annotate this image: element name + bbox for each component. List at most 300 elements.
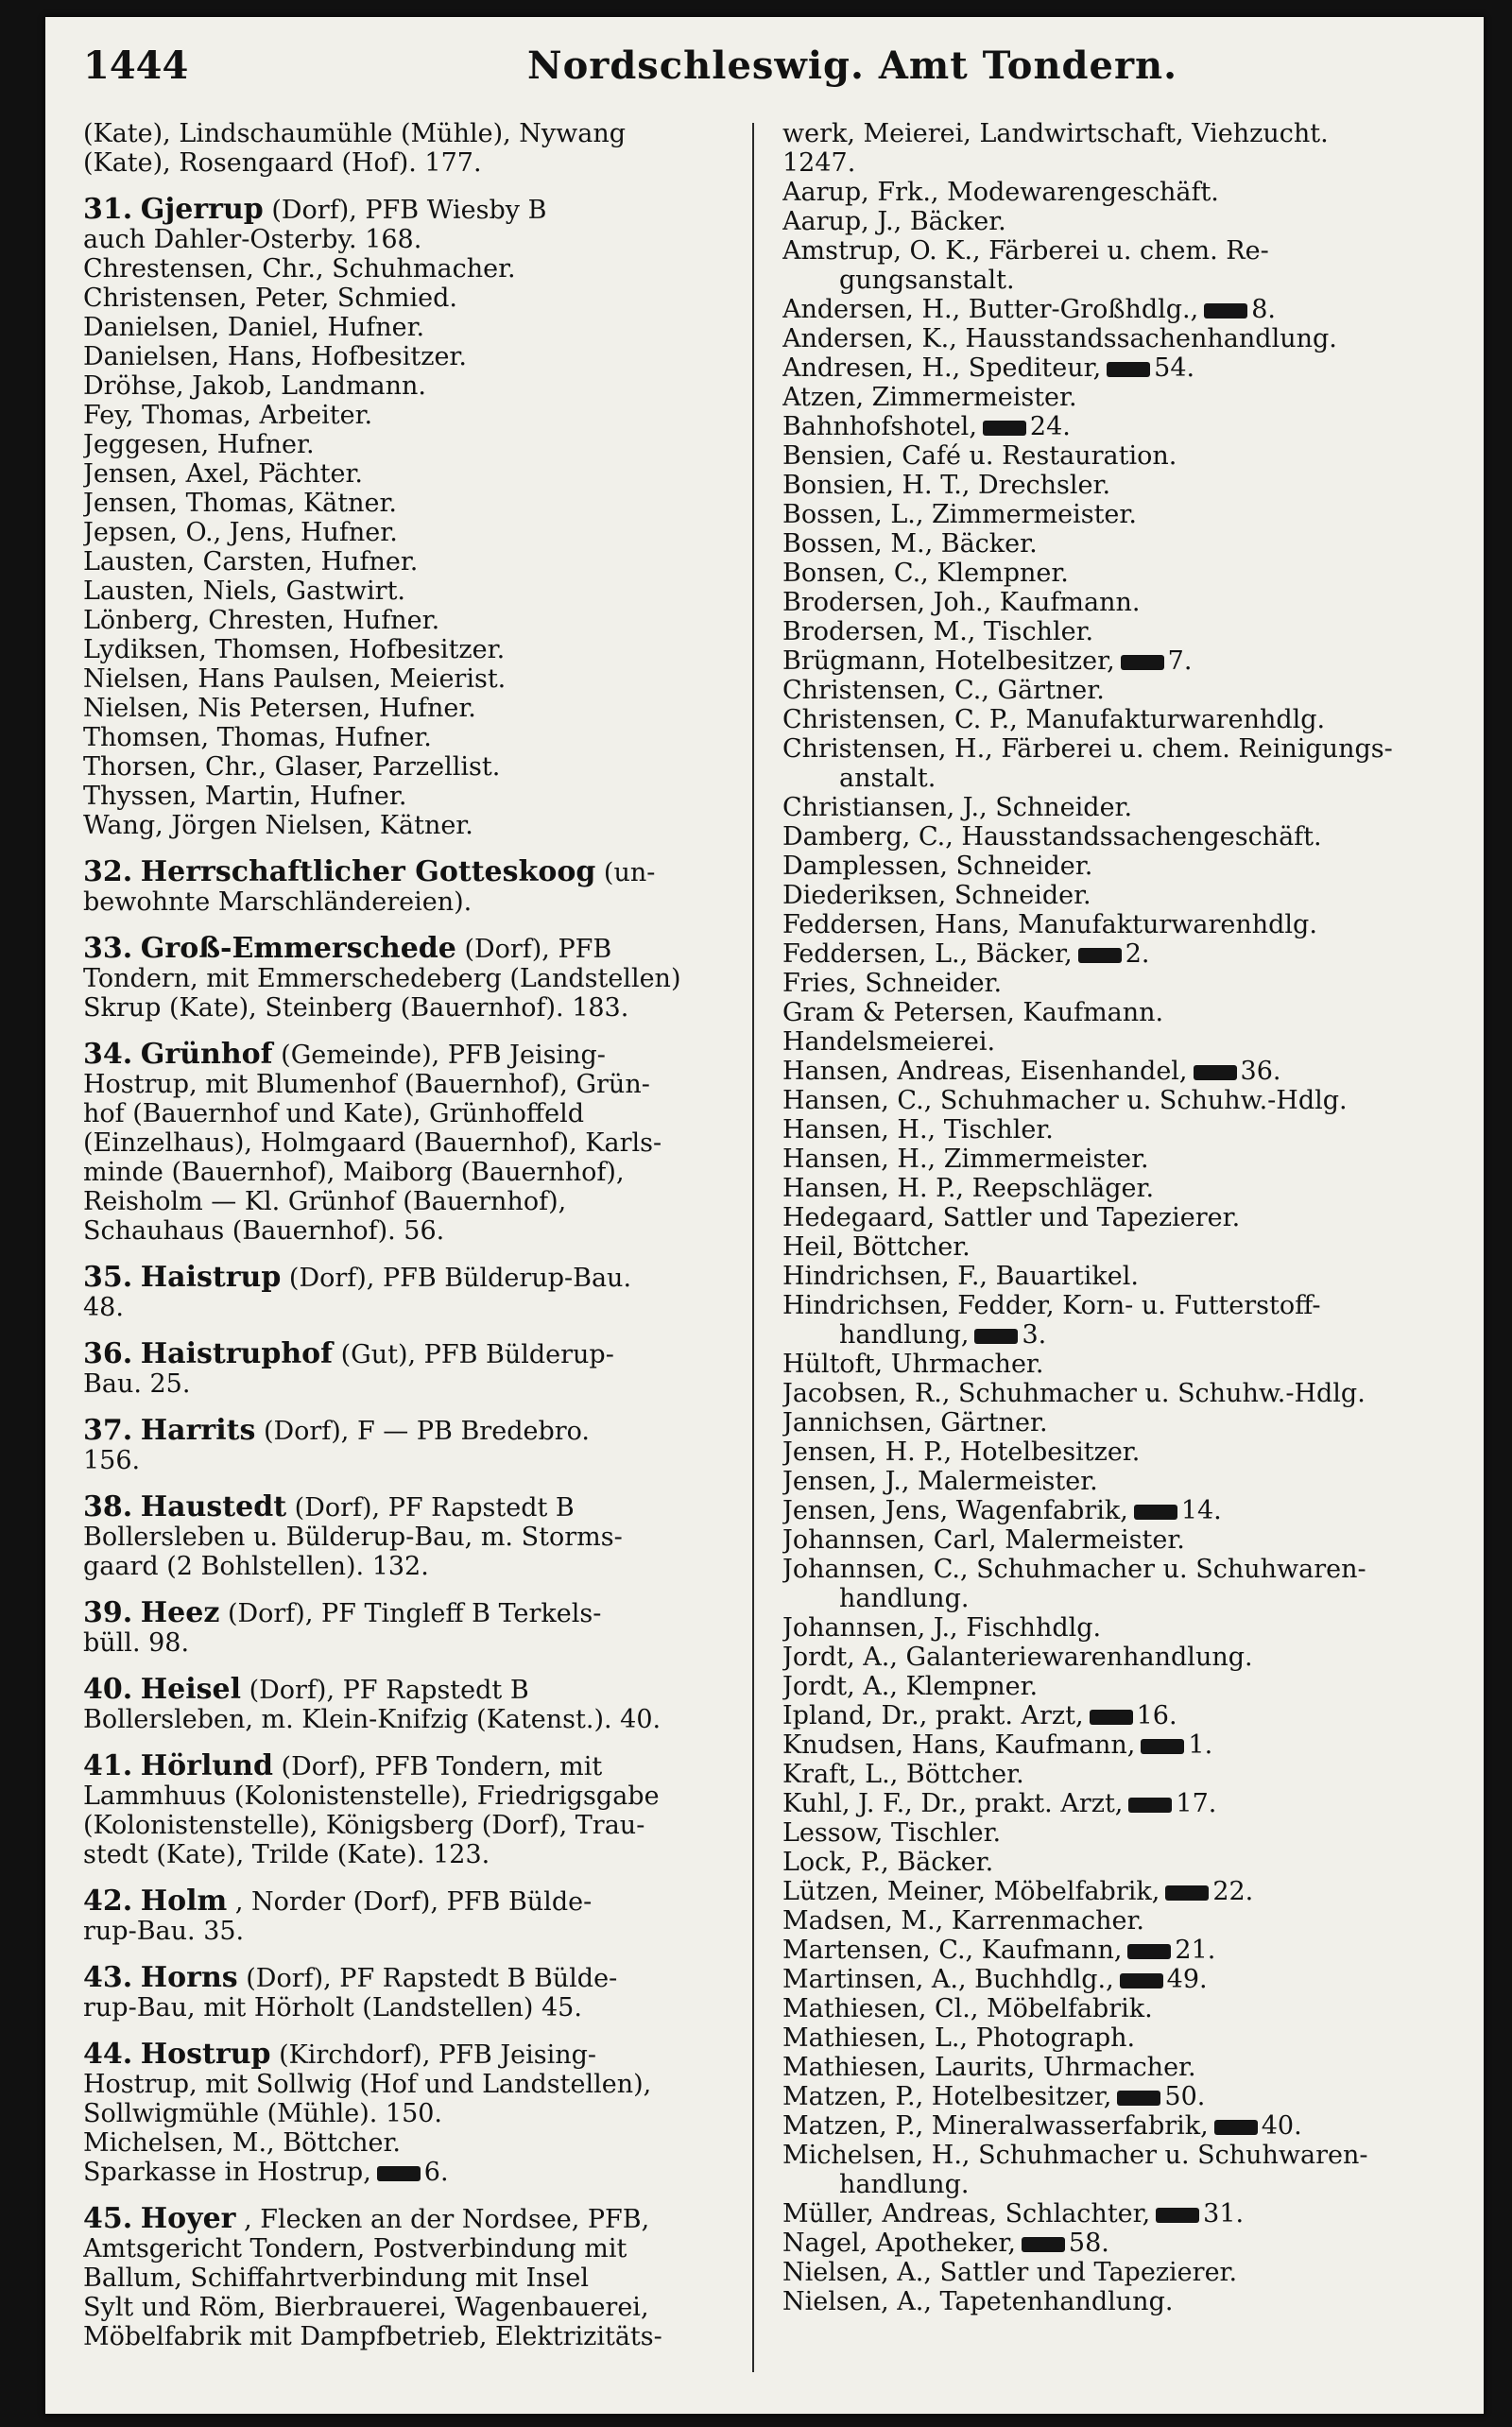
- telephone-number: 16.: [1136, 1701, 1177, 1730]
- entry-text: Skrup (Kate), Steinberg (Bauernhof). 183.: [83, 993, 629, 1023]
- entry-text: Matzen, P., Mineralwasserfabrik,: [782, 2111, 1209, 2141]
- entry-text: Gram & Petersen, Kaufmann.: [782, 998, 1164, 1027]
- left-column: [83, 119, 745, 2387]
- directory-line: [83, 2040, 745, 2070]
- entry-text: Fey, Thomas, Arbeiter.: [83, 401, 373, 430]
- entry-text: anstalt.: [839, 764, 936, 793]
- directory-line: [782, 881, 1444, 910]
- entry-text: Aarup, Frk., Modewarengeschäft.: [782, 178, 1219, 207]
- entry-number: 32.: [83, 857, 133, 887]
- directory-line: [83, 371, 745, 401]
- directory-line: [782, 793, 1444, 822]
- entry-text: Sparkasse in Hostrup,: [83, 2158, 371, 2187]
- entry-text: (Dorf), PFB Wiesby B: [271, 196, 547, 225]
- entry-text: Johannsen, J., Fischhdlg.: [782, 1613, 1102, 1643]
- entry-text: (Dorf), PFB Tondern, mit: [281, 1752, 603, 1782]
- directory-line: [782, 1730, 1444, 1760]
- directory-line: [83, 1446, 745, 1475]
- directory-line: [782, 939, 1444, 969]
- entry-text: Danielsen, Daniel, Hufner.: [83, 313, 425, 342]
- directory-line: [782, 1291, 1444, 1320]
- directory-line: [83, 1523, 745, 1552]
- entry-text: Bensien, Café u. Restauration.: [782, 441, 1177, 471]
- directory-line: [782, 236, 1444, 266]
- entry-text: Andresen, H., Spediteur,: [782, 353, 1102, 383]
- directory-line: [782, 2199, 1444, 2229]
- directory-line: [83, 284, 745, 313]
- directory-line: [83, 1369, 745, 1399]
- directory-line: [83, 2234, 745, 2263]
- directory-line: [83, 1811, 745, 1840]
- directory-line: [782, 1965, 1444, 1994]
- directory-line: [83, 1705, 745, 1734]
- entry-text: rup-Bau. 35.: [83, 1917, 245, 1946]
- directory-line: [83, 694, 745, 723]
- entry-text: 48.: [83, 1293, 124, 1322]
- directory-line: [782, 1848, 1444, 1877]
- telephone-icon: [1214, 2120, 1258, 2135]
- directory-line: [782, 1057, 1444, 1086]
- directory-line: [83, 887, 745, 917]
- directory-line: [782, 441, 1444, 471]
- telephone-icon: [1128, 1798, 1172, 1813]
- directory-line: [83, 1128, 745, 1158]
- entry-text: Lausten, Niels, Gastwirt.: [83, 577, 406, 606]
- directory-line: [782, 178, 1444, 207]
- directory-line: [83, 2070, 745, 2099]
- directory-line: [782, 1936, 1444, 1965]
- directory-line: [782, 1496, 1444, 1525]
- directory-line: [782, 910, 1444, 939]
- entry-text: Hansen, H. P., Reepschläger.: [782, 1174, 1155, 1203]
- directory-line: [83, 964, 745, 993]
- directory-line: [83, 1840, 745, 1869]
- directory-line: [83, 1099, 745, 1128]
- telephone-icon: [1090, 1710, 1133, 1725]
- directory-line: [782, 207, 1444, 236]
- entry-text: bewohnte Marschländereien).: [83, 887, 472, 917]
- entry-text: Jacobsen, R., Schuhmacher u. Schuhw.-Hdlg.: [782, 1379, 1366, 1408]
- directory-line: [83, 459, 745, 489]
- entry-text: gaard (2 Bohlstellen). 132.: [83, 1552, 429, 1581]
- directory-line: [83, 723, 745, 752]
- entry-text: Sollwigmühle (Mühle). 150.: [83, 2099, 443, 2128]
- directory-line: [83, 635, 745, 664]
- directory-line: [782, 2053, 1444, 2082]
- entry-text: (Kirchdorf), PFB Jeising-: [279, 2040, 597, 2070]
- entry-text: Jepsen, O., Jens, Hufner.: [83, 518, 398, 547]
- entry-text: Brodersen, Joh., Kaufmann.: [782, 588, 1141, 617]
- entry-text: Lydiksen, Thomsen, Hofbesitzer.: [83, 635, 506, 664]
- telephone-number: 7.: [1167, 646, 1193, 676]
- entry-number: 45.: [83, 2204, 133, 2234]
- place-name: Grünhof: [140, 1040, 273, 1070]
- directory-line: [782, 969, 1444, 998]
- entry-text: (Gemeinde), PFB Jeising-: [281, 1041, 606, 1070]
- telephone-number: 54.: [1154, 353, 1195, 383]
- directory-line: [782, 500, 1444, 529]
- entry-text: hof (Bauernhof und Kate), Grünhoffeld: [83, 1099, 584, 1128]
- entry-text: (Dorf), PF Rapstedt B Bülde-: [246, 1964, 618, 1993]
- entry-text: Jannichsen, Gärtner.: [782, 1408, 1048, 1437]
- directory-line: [83, 2204, 745, 2234]
- entry-text: Sylt und Röm, Bierbrauerei, Wagenbauerei,: [83, 2293, 649, 2322]
- entry-text: (Gut), PFB Bülderup-: [340, 1340, 614, 1369]
- entry-text: Bau. 25.: [83, 1369, 191, 1399]
- directory-line: [782, 1906, 1444, 1936]
- entry-text: Heil, Böttcher.: [782, 1232, 971, 1262]
- entry-text: Lausten, Carsten, Hufner.: [83, 547, 419, 577]
- entry-text: Brügmann, Hotelbesitzer,: [782, 646, 1115, 676]
- telephone-number: 1.: [1188, 1730, 1213, 1760]
- directory-line: [83, 1552, 745, 1581]
- place-name: Groß-Emmerschede: [140, 934, 456, 964]
- telephone-icon: [1022, 2237, 1065, 2252]
- entry-text: Martinsen, A., Buchhdlg.,: [782, 1965, 1114, 1994]
- directory-line: [782, 1320, 1444, 1350]
- place-name: Haustedt: [140, 1492, 287, 1523]
- telephone-number: 22.: [1212, 1877, 1254, 1906]
- page-number: 1444: [83, 43, 189, 88]
- entry-text: auch Dahler-Osterby. 168.: [83, 225, 422, 254]
- entry-text: Christiansen, J., Schneider.: [782, 793, 1133, 822]
- running-title: Nordschleswig. Amt Tondern.: [527, 43, 1178, 88]
- entry-text: Wang, Jörgen Nielsen, Kätner.: [83, 811, 473, 840]
- telephone-number: 14.: [1180, 1496, 1222, 1525]
- directory-line: [83, 1993, 745, 2022]
- directory-line: [782, 2170, 1444, 2199]
- directory-line: [782, 1232, 1444, 1262]
- telephone-icon: [1204, 303, 1247, 318]
- entry-number: 35.: [83, 1263, 133, 1293]
- place-name: Hostrup: [140, 2040, 271, 2070]
- entry-number: 37.: [83, 1416, 133, 1446]
- directory-line: [782, 764, 1444, 793]
- place-name: Haistruphof: [140, 1339, 334, 1369]
- entry-text: (Kate), Lindschaumühle (Mühle), Nywang: [83, 119, 627, 148]
- directory-line: [782, 1408, 1444, 1437]
- column-rule: [752, 123, 754, 2372]
- directory-line: [83, 577, 745, 606]
- directory-line: [782, 676, 1444, 705]
- directory-line: [782, 1174, 1444, 1203]
- directory-line: [83, 1040, 745, 1070]
- directory-page: [45, 17, 1484, 2414]
- directory-line: [782, 822, 1444, 852]
- entry-text: (Dorf), PFB Bülderup-Bau.: [288, 1264, 632, 1293]
- entry-text: (Dorf), PFB: [464, 935, 612, 964]
- entry-text: Nielsen, A., Sattler und Tapezierer.: [782, 2258, 1238, 2287]
- directory-line: [83, 2293, 745, 2322]
- entry-text: Hansen, H., Zimmermeister.: [782, 1145, 1149, 1174]
- entry-number: 31.: [83, 195, 133, 225]
- entry-text: Lönberg, Chresten, Hufner.: [83, 606, 440, 635]
- directory-line: [83, 993, 745, 1023]
- entry-text: Damberg, C., Hausstandssachengeschäft.: [782, 822, 1322, 852]
- directory-line: [782, 1613, 1444, 1643]
- directory-line: [83, 664, 745, 694]
- telephone-number: 58.: [1068, 2229, 1109, 2258]
- directory-line: [83, 119, 745, 148]
- directory-line: [782, 295, 1444, 324]
- telephone-icon: [1117, 2091, 1160, 2106]
- telephone-icon: [1156, 2208, 1199, 2223]
- directory-line: [83, 1917, 745, 1946]
- entry-text: , Flecken an der Nordsee, PFB,: [244, 2205, 650, 2234]
- entry-text: Michelsen, M., Böttcher.: [83, 2128, 401, 2158]
- directory-line: [782, 1701, 1444, 1730]
- entry-text: Christensen, C., Gärtner.: [782, 676, 1105, 705]
- directory-line: [782, 1643, 1444, 1672]
- telephone-number: 31.: [1203, 2199, 1245, 2229]
- entry-text: Nielsen, Hans Paulsen, Meierist.: [83, 664, 507, 694]
- entry-text: Feddersen, Hans, Manufakturwarenhdlg.: [782, 910, 1317, 939]
- entry-number: 38.: [83, 1492, 133, 1523]
- telephone-icon: [1107, 362, 1150, 377]
- directory-line: [782, 119, 1444, 148]
- directory-line: [782, 529, 1444, 559]
- entry-text: (Dorf), PF Tingleff B Terkels-: [227, 1599, 602, 1628]
- directory-line: [83, 2263, 745, 2293]
- telephone-number: 21.: [1175, 1936, 1216, 1965]
- telephone-number: 3.: [1022, 1320, 1047, 1350]
- entry-text: Fries, Schneider.: [782, 969, 1003, 998]
- directory-line: [83, 1263, 745, 1293]
- directory-line: [782, 852, 1444, 881]
- directory-line: [83, 857, 745, 887]
- running-head: [83, 38, 1463, 95]
- entry-text: Handelsmeierei.: [782, 1027, 996, 1057]
- directory-line: [782, 353, 1444, 383]
- entry-text: Thyssen, Martin, Hufner.: [83, 782, 407, 811]
- directory-line: [782, 1467, 1444, 1496]
- place-name: Heez: [140, 1598, 220, 1628]
- directory-line: [782, 1555, 1444, 1584]
- directory-line: [782, 705, 1444, 734]
- place-name: Hörlund: [140, 1751, 273, 1782]
- directory-line: [83, 1675, 745, 1705]
- telephone-icon: [1141, 1739, 1184, 1754]
- directory-line: [83, 1492, 745, 1523]
- directory-line: [782, 2258, 1444, 2287]
- entry-text: Hedegaard, Sattler und Tapezierer.: [782, 1203, 1241, 1232]
- directory-line: [782, 1789, 1444, 1818]
- entry-text: Möbelfabrik mit Dampfbetrieb, Elektrizitäts-: [83, 2322, 662, 2351]
- directory-line: [83, 1187, 745, 1216]
- entry-number: 43.: [83, 1963, 133, 1993]
- entry-text: 1247.: [782, 148, 856, 178]
- entry-text: (Kate), Rosengaard (Hof). 177.: [83, 148, 482, 178]
- entry-text: Thomsen, Thomas, Hufner.: [83, 723, 432, 752]
- entry-text: stedt (Kate), Trilde (Kate). 123.: [83, 1840, 490, 1869]
- entry-text: Aarup, J., Bäcker.: [782, 207, 1006, 236]
- entry-text: Nielsen, A., Tapetenhandlung.: [782, 2287, 1174, 2316]
- directory-line: [782, 2141, 1444, 2170]
- directory-line: [83, 254, 745, 284]
- entry-text: (un-: [603, 858, 656, 887]
- directory-line: [782, 2082, 1444, 2111]
- entry-number: 42.: [83, 1886, 133, 1917]
- entry-text: handlung.: [839, 2170, 970, 2199]
- directory-line: [782, 1818, 1444, 1848]
- directory-line: [83, 1293, 745, 1322]
- entry-number: 41.: [83, 1751, 133, 1782]
- entry-text: Lammhuus (Kolonistenstelle), Friedrigsgabe: [83, 1782, 660, 1811]
- entry-text: büll. 98.: [83, 1628, 190, 1658]
- entry-text: Michelsen, H., Schuhmacher u. Schuhwaren-: [782, 2141, 1368, 2170]
- entry-text: Jensen, H. P., Hotelbesitzer.: [782, 1437, 1141, 1467]
- directory-line: [83, 1751, 745, 1782]
- directory-line: [782, 1437, 1444, 1467]
- directory-line: [782, 1994, 1444, 2023]
- entry-text: Jeggesen, Hufner.: [83, 430, 315, 459]
- entry-text: Bossen, L., Zimmermeister.: [782, 500, 1137, 529]
- entry-text: Knudsen, Hans, Kaufmann,: [782, 1730, 1136, 1760]
- directory-line: [782, 559, 1444, 588]
- right-column: [782, 119, 1444, 2387]
- entry-text: Kraft, L., Böttcher.: [782, 1760, 1024, 1789]
- directory-line: [782, 383, 1444, 412]
- telephone-number: 40.: [1261, 2111, 1302, 2141]
- telephone-icon: [1120, 1973, 1163, 1988]
- entry-text: Lessow, Tischler.: [782, 1818, 1002, 1848]
- directory-line: [83, 1158, 745, 1187]
- place-name: Hoyer: [140, 2204, 236, 2234]
- directory-line: [782, 1379, 1444, 1408]
- directory-line: [782, 2023, 1444, 2053]
- telephone-icon: [974, 1329, 1018, 1344]
- entry-text: Jensen, J., Malermeister.: [782, 1467, 1098, 1496]
- entry-text: Diederiksen, Schneider.: [782, 881, 1091, 910]
- entry-text: Bonsien, H. T., Drechsler.: [782, 471, 1111, 500]
- entry-text: Christensen, C. P., Manufakturwarenhdlg.: [782, 705, 1326, 734]
- telephone-icon: [1121, 655, 1164, 670]
- entry-text: Jordt, A., Klempner.: [782, 1672, 1039, 1701]
- entry-text: Andersen, K., Hausstandssachenhandlung.: [782, 324, 1337, 353]
- entry-text: (Einzelhaus), Holmgaard (Bauernhof), Karls-: [83, 1128, 662, 1158]
- telephone-icon: [1127, 1944, 1171, 1959]
- entry-text: (Dorf), PF Rapstedt B: [249, 1676, 529, 1705]
- directory-line: [782, 1203, 1444, 1232]
- directory-line: [782, 1262, 1444, 1291]
- entry-text: Jensen, Jens, Wagenfabrik,: [782, 1496, 1128, 1525]
- telephone-icon: [1078, 948, 1122, 963]
- entry-text: Bossen, M., Bäcker.: [782, 529, 1038, 559]
- entry-text: Lock, P., Bäcker.: [782, 1848, 994, 1877]
- entry-text: (Dorf), PF Rapstedt B: [294, 1493, 575, 1523]
- directory-line: [782, 266, 1444, 295]
- directory-line: [83, 1339, 745, 1369]
- directory-line: [782, 646, 1444, 676]
- telephone-number: 50.: [1164, 2082, 1206, 2111]
- entry-text: Andersen, H., Butter-Großhdlg.,: [782, 295, 1199, 324]
- entry-text: (Kolonistenstelle), Königsberg (Dorf), Trau-: [83, 1811, 645, 1840]
- telephone-icon: [1165, 1885, 1209, 1901]
- entry-text: , Norder (Dorf), PFB Bülde-: [234, 1887, 593, 1917]
- directory-line: [83, 782, 745, 811]
- directory-line: [782, 1086, 1444, 1115]
- entry-text: Ballum, Schiffahrtverbindung mit Insel: [83, 2263, 590, 2293]
- directory-line: [83, 2099, 745, 2128]
- entry-text: Reisholm — Kl. Grünhof (Bauernhof),: [83, 1187, 567, 1216]
- entry-text: Christensen, H., Färberei u. chem. Reinigungs-: [782, 734, 1393, 764]
- entry-number: 33.: [83, 934, 133, 964]
- entry-number: 34.: [83, 1040, 133, 1070]
- directory-line: [782, 1145, 1444, 1174]
- directory-line: [782, 617, 1444, 646]
- entry-text: Damplessen, Schneider.: [782, 852, 1093, 881]
- entry-text: Johannsen, Carl, Malermeister.: [782, 1525, 1185, 1555]
- entry-text: Mathiesen, L., Photograph.: [782, 2023, 1136, 2053]
- telephone-number: 17.: [1176, 1789, 1217, 1818]
- entry-text: Chrestensen, Chr., Schuhmacher.: [83, 254, 516, 284]
- entry-text: Bahnhofshotel,: [782, 412, 977, 441]
- directory-line: [782, 471, 1444, 500]
- directory-line: [83, 934, 745, 964]
- telephone-number: 49.: [1166, 1965, 1208, 1994]
- entry-text: Schauhaus (Bauernhof). 56.: [83, 1216, 445, 1246]
- directory-line: [782, 1672, 1444, 1701]
- telephone-number: 2.: [1125, 939, 1150, 969]
- entry-text: Amstrup, O. K., Färberei u. chem. Re-: [782, 236, 1269, 266]
- entry-number: 39.: [83, 1598, 133, 1628]
- directory-line: [782, 1027, 1444, 1057]
- entry-text: Johannsen, C., Schuhmacher u. Schuhwaren-: [782, 1555, 1366, 1584]
- entry-text: Madsen, M., Karrenmacher.: [782, 1906, 1144, 1936]
- directory-line: [83, 1416, 745, 1446]
- entry-text: Dröhse, Jakob, Landmann.: [83, 371, 426, 401]
- entry-text: Bollersleben u. Bülderup-Bau, m. Storms-: [83, 1523, 623, 1552]
- directory-line: [83, 489, 745, 518]
- entry-text: Hültoft, Uhrmacher.: [782, 1350, 1044, 1379]
- place-name: Heisel: [140, 1675, 241, 1705]
- entry-text: Hansen, H., Tischler.: [782, 1115, 1054, 1145]
- entry-text: Nagel, Apotheker,: [782, 2229, 1016, 2258]
- directory-line: [83, 606, 745, 635]
- place-name: Haistrup: [140, 1263, 282, 1293]
- directory-line: [83, 342, 745, 371]
- directory-line: [782, 1115, 1444, 1145]
- directory-line: [83, 1598, 745, 1628]
- directory-line: [83, 313, 745, 342]
- directory-line: [83, 148, 745, 178]
- entry-text: gungsanstalt.: [839, 266, 1015, 295]
- directory-line: [83, 518, 745, 547]
- directory-line: [782, 412, 1444, 441]
- directory-line: [83, 1782, 745, 1811]
- entry-text: Jensen, Thomas, Kätner.: [83, 489, 397, 518]
- entry-text: Hindrichsen, Fedder, Korn- u. Futterstoff-: [782, 1291, 1321, 1320]
- entry-text: Mathiesen, Laurits, Uhrmacher.: [782, 2053, 1196, 2082]
- entry-text: Bollersleben, m. Klein-Knifzig (Katenst.). 40.: [83, 1705, 662, 1734]
- entry-text: Tondern, mit Emmerschedeberg (Landstellen): [83, 964, 681, 993]
- entry-text: minde (Bauernhof), Maiborg (Bauernhof),: [83, 1158, 625, 1187]
- telephone-number: 24.: [1029, 412, 1071, 441]
- directory-line: [83, 752, 745, 782]
- telephone-icon: [377, 2166, 421, 2181]
- entry-text: Hostrup, mit Sollwig (Hof und Landstellen),: [83, 2070, 652, 2099]
- entry-text: Hostrup, mit Blumenhof (Bauernhof), Grün-: [83, 1070, 650, 1099]
- entry-number: 40.: [83, 1675, 133, 1705]
- entry-number: 36.: [83, 1339, 133, 1369]
- entry-text: Mathiesen, Cl., Möbelfabrik.: [782, 1994, 1153, 2023]
- entry-text: Brodersen, M., Tischler.: [782, 617, 1094, 646]
- directory-line: [782, 1525, 1444, 1555]
- directory-line: [83, 547, 745, 577]
- directory-line: [782, 2111, 1444, 2141]
- directory-line: [83, 401, 745, 430]
- entry-text: handlung.: [839, 1584, 970, 1613]
